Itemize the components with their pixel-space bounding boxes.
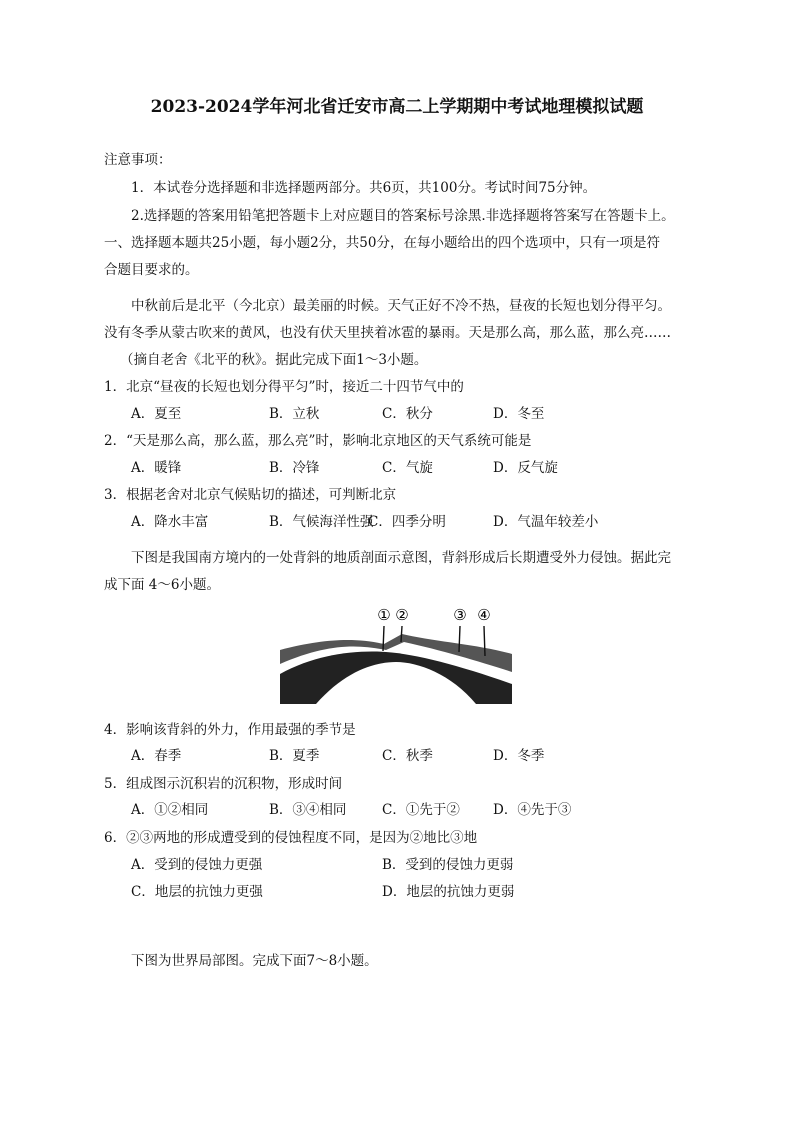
anticline-cross-section-diagram — [276, 604, 516, 706]
passage1-line-1: 中秋前后是北平（今北京）最美丽的时候。天气正好不冷不热，昼夜的长短也划分得平匀。 — [131, 298, 671, 314]
q3-option-a: A．降水丰富 — [131, 514, 209, 530]
q4-option-a: A．春季 — [131, 748, 182, 764]
question-3-stem: 3．根据老舍对北京气候贴切的描述，可判断北京 — [104, 487, 397, 503]
diagram-label-3: ③ — [453, 606, 467, 624]
question-6-stem: 6．②③两地的形成遭受到的侵蚀程度不同，是因为②地比③地 — [104, 830, 478, 846]
q1-option-b: B．立秋 — [269, 406, 320, 422]
diagram-label-1: ① — [377, 606, 391, 624]
notice-item-2: 2.选择题的答案用铅笔把答题卡上对应题目的答案标号涂黑.非选择题将答案写在答题卡上。 — [131, 208, 675, 224]
q1-option-d: D．冬至 — [493, 406, 545, 422]
diagram-label-4: ④ — [477, 606, 491, 624]
question-1-stem: 1．北京“昼夜的长短也划分得平匀”时，接近二十四节气中的 — [104, 379, 464, 395]
q6-option-c: C．地层的抗蚀力更强 — [131, 884, 263, 900]
q2-option-d: D．反气旋 — [493, 460, 558, 476]
passage1-line-3: （摘自老舍《北平的秋》。据此完成下面1～3小题。 — [120, 352, 428, 368]
q1-option-a: A．夏至 — [131, 406, 182, 422]
label-3-leader — [459, 626, 460, 652]
q5-option-c: C．①先于② — [382, 802, 460, 818]
q5-option-b: B．③④相同 — [269, 802, 347, 818]
q3-option-c: C．四季分明 — [368, 514, 446, 530]
q3-option-b: B．气候海洋性强 — [269, 514, 374, 530]
q5-option-d: D．④先于③ — [493, 802, 572, 818]
label-1-leader — [383, 626, 384, 651]
passage2-line-1: 下图是我国南方境内的一处背斜的地质剖面示意图，背斜形成后长期遭受外力侵蚀。据此完 — [131, 550, 671, 566]
q2-option-b: B．冷锋 — [269, 460, 320, 476]
question-2-stem: 2．“天是那么高，那么蓝，那么亮”时，影响北京地区的天气系统可能是 — [104, 433, 532, 449]
question-4-stem: 4．影响该背斜的外力，作用最强的季节是 — [104, 722, 356, 738]
q4-option-d: D．冬季 — [493, 748, 545, 764]
passage3-line-1: 下图为世界局部图。完成下面7～8小题。 — [131, 953, 378, 969]
label-4-leader — [484, 626, 485, 656]
q6-option-d: D．地层的抗蚀力更弱 — [382, 884, 515, 900]
section-instructions-line-2: 合题目要求的。 — [104, 262, 199, 278]
q2-option-a: A．暖锋 — [131, 460, 182, 476]
passage1-line-2: 没有冬季从蒙古吹来的黄风，也没有伏天里挟着冰雹的暴雨。天是那么高，那么蓝，那么亮…… — [104, 325, 671, 341]
q4-option-c: C．秋季 — [382, 748, 433, 764]
diagram-label-2: ② — [395, 606, 409, 624]
page-title: 2023-2024学年河北省迁安市高二上学期期中考试地理模拟试题 — [150, 97, 644, 117]
q6-option-b: B．受到的侵蚀力更弱 — [382, 857, 514, 873]
q4-option-b: B．夏季 — [269, 748, 320, 764]
q6-option-a: A．受到的侵蚀力更强 — [131, 857, 263, 873]
section-instructions-line-1: 一、选择题本题共25小题，每小题2分，共50分，在每小题给出的四个选项中，只有一项是符 — [104, 235, 660, 251]
notice-item-1: 1．本试卷分选择题和非选择题两部分。共6页，共100分。考试时间75分钟。 — [131, 180, 597, 196]
q3-option-d: D．气温年较差小 — [493, 514, 599, 530]
notice-heading: 注意事项： — [104, 152, 172, 168]
label-2-leader — [401, 626, 402, 642]
q5-option-a: A．①②相同 — [131, 802, 209, 818]
q1-option-c: C．秋分 — [382, 406, 433, 422]
q2-option-c: C．气旋 — [382, 460, 433, 476]
question-5-stem: 5．组成图示沉积岩的沉积物，形成时间 — [104, 776, 343, 792]
passage2-line-2: 成下面 4～6小题。 — [104, 577, 220, 593]
